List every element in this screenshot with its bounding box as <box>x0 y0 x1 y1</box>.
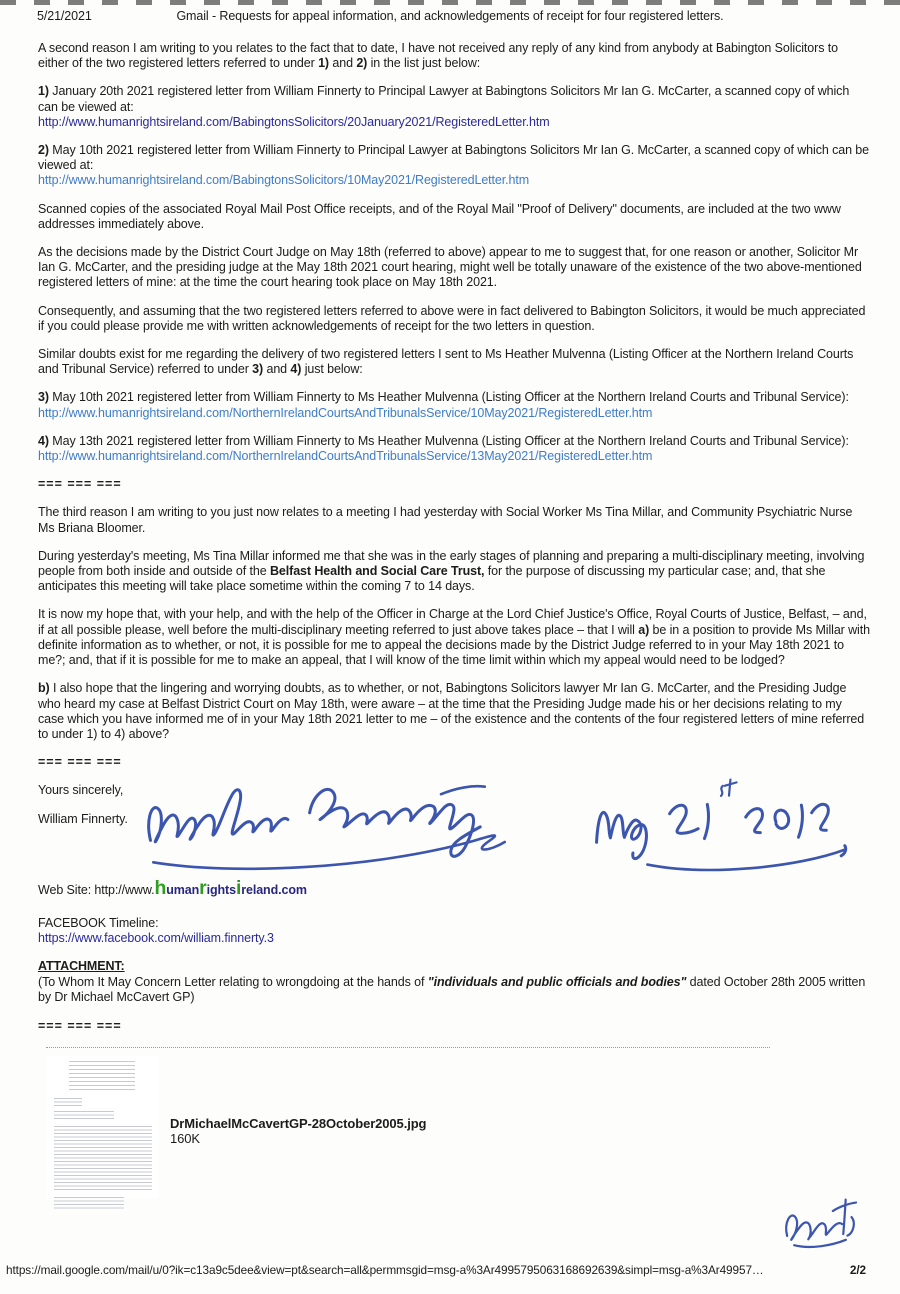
list-item-2 <box>38 143 870 189</box>
text-segment: During yesterday's meeting, Ms Tina Millar informed me that she was in the early stages of planning and preparing a multi-disciplinary meeting, involving people from both inside and outside of the <box>38 548 865 579</box>
text-segment: 1) <box>318 56 329 71</box>
facebook-url[interactable]: https://www.facebook.com/william.finnerty.3 <box>38 930 274 945</box>
print-date: 5/21/2021 <box>37 9 92 23</box>
text-segment: 3) <box>38 390 49 405</box>
text-segment: and <box>263 362 291 377</box>
section-separator-3: === === === <box>38 1018 122 1033</box>
attachment-divider <box>46 1047 770 1048</box>
closing-block <box>38 783 870 879</box>
text-segment: b) <box>38 681 50 696</box>
website-letter: h <box>154 877 167 900</box>
paragraph-consequently <box>38 304 870 334</box>
text-segment: 4) <box>38 433 49 448</box>
text-segment: Web Site: http://www. <box>38 883 155 898</box>
paragraph-hope-a <box>38 607 870 668</box>
text-segment: May 10th 2021 registered letter from William Finnerty to Principal Lawyer at Babingtons Solicitors Mr Ian G. McCarter, a scanned copy of which can be viewed at: <box>38 143 870 173</box>
print-header <box>0 0 900 31</box>
text-segment: "individuals and public officials and bodies" <box>427 975 687 990</box>
text-segment: As the decisions made by the District Court Judge on May 18th (referred to above) appear to me to suggest that, for one reason or another, Solicitor Mr Ian G. McCarter, and the presiding judge at the May 18th 2021 court hearing, might well be totally unaware of the existence of the two above-mentioned registered letters of mine: at the time the court hearing took place on May 18th 2021. <box>38 245 862 290</box>
email-body <box>0 31 900 1198</box>
text-segment: It is now my hope that, with your help, and with the help of the Officer in Charge at the Lord Chief Justice's Office, Royal Courts of Justice, Belfast, – and, if at all possible please, well before the multi-disciplinary meeting referred to just above takes place – that I will <box>38 607 867 637</box>
yours-sincerely: Yours sincerely, <box>38 783 124 798</box>
text-segment: Scanned copies of the associated Royal Mail Post Office receipts, and of the Royal Mail "Proof of Delivery" documents, are included at the two www addresses immediately above. <box>38 201 841 231</box>
text-segment: for the purpose of discussing my particular case; and, that she anticipates this meeting will take place sometime within the coming 7 to 14 days. <box>38 564 826 594</box>
attachment-meta <box>170 1116 426 1146</box>
website-letter: .com <box>278 883 307 898</box>
section-separator-1: === === === <box>38 477 122 492</box>
registered-letter-link-1[interactable]: http://www.humanrightsireland.com/BabingtonsSolicitors/20January2021/RegisteredLetter.htm <box>38 114 550 129</box>
text-segment: The third reason I am writing to you just now relates to a meeting I had yesterday with Social Worker Ms Tina Millar, and Community Psychiatric Nurse Ms Briana Bloomer. <box>38 505 853 535</box>
website-letter: r <box>199 877 207 900</box>
handwritten-initials <box>775 1187 873 1258</box>
paragraph-second-reason <box>38 41 870 71</box>
text-segment: 2) <box>356 56 368 71</box>
paragraph-scanned-copies <box>38 202 870 232</box>
text-segment: just below: <box>301 362 363 377</box>
text-segment: a) <box>638 622 650 637</box>
text-segment: 4) <box>290 362 302 377</box>
list-item-2-text <box>38 143 869 172</box>
attachment-filename[interactable]: DrMichaelMcCavertGP-28October2005.jpg <box>170 1115 427 1131</box>
text-segment: 1) <box>38 84 49 99</box>
paragraph-during-meeting <box>38 549 870 595</box>
list-item-3-text <box>38 390 849 404</box>
page-title: Gmail - Requests for appeal information, and acknowledgements of receipt for four registered letters. <box>176 9 724 23</box>
text-segment: 3) <box>252 362 264 377</box>
list-item-3 <box>38 390 870 420</box>
thumbnail-letterhead <box>69 1061 135 1091</box>
text-segment: Consequently, and assuming that the two registered letters referred to above were in fact delivered to Babington Solicitors, it would be much appreciated if you could please provide me with written acknowledgements of receipt for the two letters in question. <box>38 303 866 333</box>
list-item-4-text <box>38 434 849 448</box>
website-letter: i <box>235 877 242 900</box>
text-segment: January 20th 2021 registered letter from William Finnerty to Principal Lawyer at Babingtons Solicitors Mr Ian G. McCarter, a scanned copy of which can be viewed at: <box>38 84 850 114</box>
attachment-block <box>38 1056 870 1198</box>
text-segment: A second reason I am writing to you relates to the fact that to date, I have not received any reply of any kind from anybody at Babington Solicitors to either of the two registered letters referred to under <box>38 41 838 71</box>
website-letter: reland <box>241 883 279 898</box>
handwritten-date <box>584 760 900 889</box>
thumbnail-line <box>54 1098 82 1106</box>
text-segment: I also hope that the lingering and worrying doubts, as to whether, or not, Babingtons Solicitors lawyer Mr Ian G. McCarter, and the Presiding Judge who heard my case at Belfast District Court on May 18th, were aware – at the time that the Presiding Judge made his or her decisions relating to my case which you have informed me of in your May 18th 2021 letter to me – of the existence and the contents of the four registered letters of mine referred to under 1) to 4) above? <box>38 681 865 741</box>
list-item-1-text <box>38 84 849 113</box>
text-segment: and <box>329 56 357 71</box>
print-footer <box>6 1263 894 1278</box>
website-letter: uman <box>166 883 200 898</box>
facebook-link <box>38 931 870 946</box>
list-item-4 <box>38 434 870 464</box>
paragraph-decisions <box>38 245 870 291</box>
page-indicator: 2/2 <box>849 1262 866 1277</box>
text-segment: Belfast Health and Social Care Trust, <box>269 564 485 579</box>
text-segment: May 13th 2021 registered letter from William Finnerty to Ms Heather Mulvenna (Listing Officer at the Northern Ireland Courts and Tribunal Service): <box>48 433 849 448</box>
thumbnail-line <box>54 1111 114 1121</box>
attachment-thumbnail[interactable] <box>46 1056 158 1198</box>
text-segment: Similar doubts exist for me regarding the delivery of two registered letters I sent to Ms Heather Mulvenna (Listing Officer at the Northern Ireland Courts and Tribunal Service) referred to under <box>38 347 854 377</box>
paragraph-hope-b <box>38 681 870 742</box>
attachment-filesize: 160K <box>170 1130 200 1146</box>
registered-letter-link-4[interactable]: http://www.humanrightsireland.com/NorthernIrelandCourtsAndTribunalsService/13May2021/RegisteredLetter.htm <box>38 449 653 464</box>
registered-letter-link-3[interactable]: http://www.humanrightsireland.com/NorthernIrelandCourtsAndTribunalsService/10May2021/RegisteredLetter.htm <box>38 405 653 420</box>
attachment-description <box>38 975 870 1005</box>
facebook-label: FACEBOOK Timeline: <box>38 915 159 930</box>
text-segment: 2) <box>38 143 49 158</box>
text-segment: May 10th 2021 registered letter from William Finnerty to Ms Heather Mulvenna (Listing Officer at the Northern Ireland Courts and Tribunal Service): <box>48 390 849 405</box>
text-segment: be in a position to provide Ms Millar with definite information as to whether, or not, it is possible for me to appeal the decisions made by the District Judge referred to in your May 18th 2021 to me?; and, that if it is possible for me to make an appeal, that I will know of the time limit within which my appeal would need to be lodged? <box>38 622 870 668</box>
attachment-heading: ATTACHMENT: <box>38 958 125 973</box>
paragraph-similar-doubts <box>38 347 870 377</box>
handwritten-signature <box>140 760 584 887</box>
website-letter: ights <box>206 883 236 898</box>
list-item-1 <box>38 84 870 130</box>
section-separator-2: === === === <box>38 755 122 770</box>
text-segment: in the list just below: <box>367 56 481 71</box>
thumbnail-paragraphs <box>54 1126 152 1192</box>
thumbnail-closing <box>54 1197 124 1211</box>
text-segment: (To Whom It May Concern Letter relating to wrongdoing at the hands of <box>38 975 428 990</box>
footer-url: https://mail.google.com/mail/u/0?ik=c13a9c5dee&view=pt&search=all&permmsgid=msg-a%3Ar4995795063168692639&simpl=msg-a%3Ar49957… <box>6 1262 764 1277</box>
paragraph-third-reason <box>38 505 870 535</box>
typed-name: William Finnerty. <box>38 811 128 826</box>
registered-letter-link-2[interactable]: http://www.humanrightsireland.com/BabingtonsSolicitors/10May2021/RegisteredLetter.htm <box>38 173 530 188</box>
text-segment: dated October 28th 2005 written by Dr Michael McCavert GP) <box>38 975 866 1005</box>
